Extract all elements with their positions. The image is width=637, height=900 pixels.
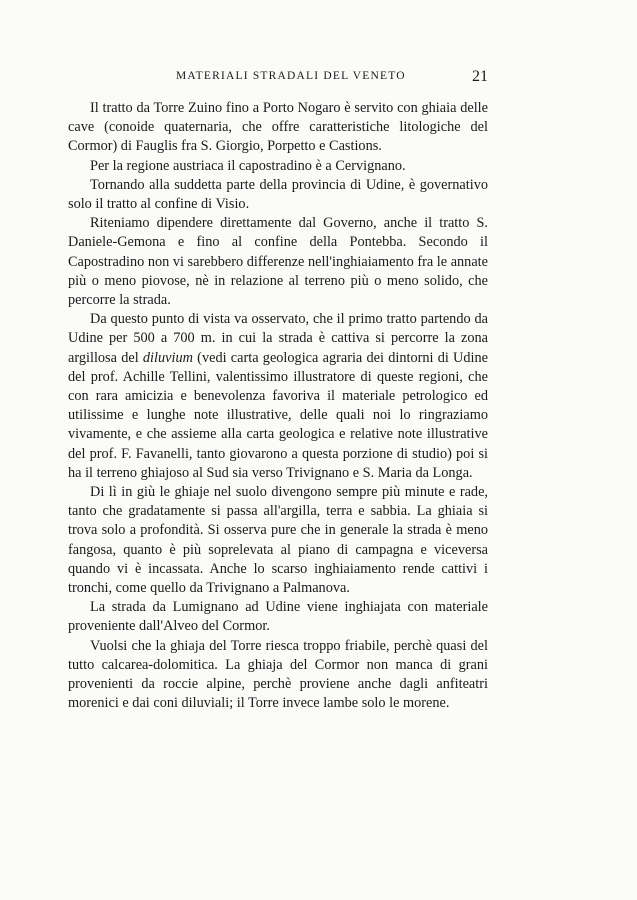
paragraph-5 <box>68 310 488 483</box>
running-title: MATERIALI STRADALI DEL VENETO <box>176 70 406 82</box>
paragraph-7: La strada da Lumignano ad Udine viene inghiajata con materiale proveniente dall'Alveo del Cormor. <box>68 599 488 635</box>
paragraph-8: Vuolsi che la ghiaja del Torre riesca troppo friabile, perchè quasi del tutto calcarea-dolomitica. La ghiaja del Cormor non manca di grani provenienti da roccie alpine, perchè proviene anche dagli anfiteatri morenici e dai coni diluviali; il Torre invece lambe solo le morene. <box>68 637 488 712</box>
paragraph-4: Riteniamo dipendere direttamente dal Governo, anche il tratto S. Daniele-Gemona e fino al confine della Pontebba. Secondo il Capostradino non vi sarebbero differenze nell'inghiaiamento fra le annate più o meno piovose, nè in relazione al terreno più o meno solido, che percorre la strada. <box>68 215 488 309</box>
paragraph-6: Di lì in giù le ghiaje nel suolo divengono sempre più minute e rade, tanto che gradatamente si passa all'argilla, terra e sabbia. La ghiaia si trova solo a profondità. Si osserva pure che in generale la strada è meno fangosa, quanto è più soprelevata al piano di campagna e viceversa quando vi è incassata. Anche lo scarso inghiaiamento rende cattivi i tronchi, come quello da Trivignano a Palmanova. <box>68 484 488 597</box>
paragraph-5-text-a: Da questo punto di vista va osservato, che il primo tratto partendo da Udine per 500 a 700 m. in cui la strada è cattiva si percorre la zona argillosa del <box>68 311 488 366</box>
body-text <box>68 99 488 714</box>
page-number: 21 <box>472 68 488 85</box>
paragraph-5-italic-term: diluvium <box>142 349 193 366</box>
paragraph-2: Per la regione austriaca il capostradino è a Cervignano. <box>90 157 406 174</box>
paragraph-5-text-b: (vedi carta geologica agraria dei dintorni di Udine del prof. Achille Tellini, valentissimo illustratore di queste regioni, che con rara amicizia e benevolenza favoriva il materiale petrologico ed utilissime e lunghe note illustrative, delle quali noi lo ringraziamo vivamente, e che assieme alla carta geologica e relative note illustrative del prof. F. Favanelli, tanto giovarono a questa porzione di studio) poi si ha il terreno ghiajoso al Sud sia verso Trivignano e S. Maria da Longa. <box>68 349 488 481</box>
paragraph-3: Tornando alla suddetta parte della provincia di Udine, è governativo solo il tratto al confine di Visio. <box>68 176 488 213</box>
paragraph-1: Il tratto da Torre Zuino fino a Porto Nogaro è servito con ghiaia delle cave (conoide quaternaria, che offre caratteristiche litologiche del Cormor) di Fauglis fra S. Giorgio, Porpetto e Castions. <box>68 100 488 155</box>
page-header <box>68 68 488 90</box>
